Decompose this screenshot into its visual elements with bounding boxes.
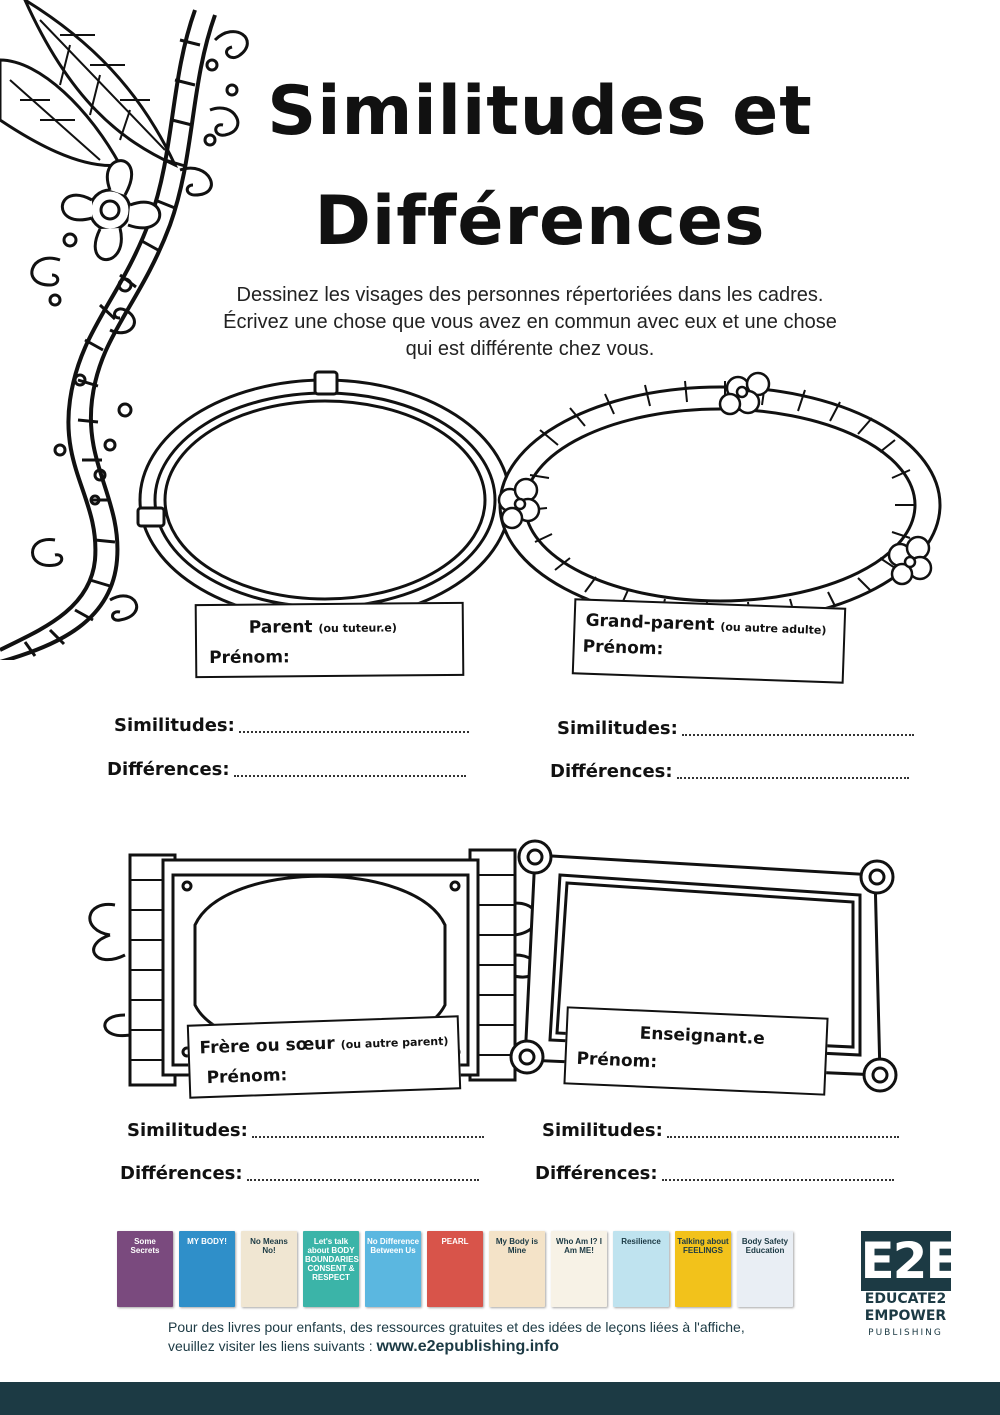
card-role (585, 611, 827, 639)
footer-line-1: Pour des livres pour enfants, des ressources gratuites et des idées de leçons liées à l'affiche, (168, 1319, 745, 1335)
field-label: Différences: (107, 759, 230, 780)
role-label: Grand-parent (585, 610, 715, 636)
field-label: Similitudes: (557, 718, 678, 739)
sibling-differences-field[interactable] (120, 1163, 479, 1184)
book-cover[interactable] (489, 1231, 545, 1307)
field-label: Similitudes: (127, 1120, 248, 1141)
book-title: MY BODY! (187, 1237, 227, 1246)
field-label: Similitudes: (542, 1120, 663, 1141)
role-note: (ou tuteur.e) (318, 621, 397, 636)
instruction-line: Écrivez une chose que vous avez en commun avec eux et une chose (223, 311, 837, 333)
sibling-similarities-field[interactable] (127, 1120, 484, 1141)
footer-line-2 (168, 1337, 745, 1356)
teacher-differences-field[interactable] (535, 1163, 894, 1184)
book-title: No Difference Between Us (367, 1237, 420, 1255)
book-cover[interactable] (179, 1231, 235, 1307)
grandparent-name-card (572, 598, 846, 683)
dotted-line (239, 730, 469, 733)
parent-differences-field[interactable] (107, 759, 466, 780)
book-title: Body Safety Education (741, 1237, 789, 1255)
role-note: (ou autre adulte) (720, 620, 827, 638)
dotted-line (252, 1135, 484, 1138)
first-name-label: Prénom: (582, 636, 664, 660)
instruction-line: qui est différente chez vous. (405, 338, 655, 360)
teacher-similarities-field[interactable] (542, 1120, 899, 1141)
instruction-line: Dessinez les visages des personnes répertoriées dans les cadres. (236, 284, 824, 306)
grandparent-differences-field[interactable] (550, 761, 909, 782)
book-cover[interactable] (613, 1231, 669, 1307)
footer-text (168, 1318, 745, 1356)
book-title: Talking about FEELINGS (677, 1237, 729, 1255)
book-cover[interactable] (427, 1231, 483, 1307)
role-note: (ou autre parent) (340, 1034, 449, 1052)
page-title-line-2: Différences (314, 182, 766, 261)
parent-name-card (195, 602, 465, 678)
role-label: Frère ou sœur (199, 1033, 336, 1059)
logo-line-2: EMPOWER (864, 1308, 947, 1324)
grandparent-portrait-frame (490, 370, 950, 630)
role-label: Parent (248, 617, 313, 638)
dotted-line (682, 733, 914, 736)
card-role (199, 1030, 448, 1059)
book-cover[interactable] (241, 1231, 297, 1307)
first-name-label: Prénom: (206, 1065, 288, 1089)
book-cover[interactable] (365, 1231, 421, 1307)
book-title: My Body is Mine (495, 1237, 539, 1255)
dotted-line (662, 1178, 894, 1181)
logo-line-3: PUBLISHING (868, 1328, 943, 1338)
educate2empower-logo (858, 1231, 958, 1338)
book-title: Some Secrets (130, 1237, 160, 1255)
instructions (150, 282, 910, 363)
book-cover[interactable] (303, 1231, 359, 1307)
card-role (249, 616, 397, 637)
footer-bar (0, 1382, 1000, 1415)
book-cover[interactable] (737, 1231, 793, 1307)
parent-portrait-frame (130, 370, 520, 630)
teacher-name-card (563, 1006, 828, 1095)
first-name-label: Prénom: (576, 1048, 658, 1073)
grandparent-similarities-field[interactable] (557, 718, 914, 739)
parent-similarities-field[interactable] (114, 715, 469, 736)
first-name-label: Prénom: (209, 647, 290, 669)
book-cover[interactable] (675, 1231, 731, 1307)
book-title: Resilience (621, 1237, 661, 1246)
sibling-name-card (187, 1015, 461, 1098)
book-title: Let's talk about BODY BOUNDARIES CONSENT & RESPECT (305, 1237, 359, 1282)
field-label: Différences: (535, 1163, 658, 1184)
website-link[interactable]: www.e2epublishing.info (376, 1338, 560, 1355)
dotted-line (677, 776, 909, 779)
field-label: Différences: (120, 1163, 243, 1184)
role-label: Enseignant.e (639, 1023, 766, 1049)
book-cover[interactable] (117, 1231, 173, 1307)
dotted-line (247, 1178, 479, 1181)
book-title: Who Am I? I Am ME! (556, 1237, 602, 1255)
book-title: No Means No! (250, 1237, 288, 1255)
footer-prefix: veuillez visiter les liens suivants : (168, 1338, 373, 1354)
page-title-line-1: Similitudes et (267, 72, 813, 151)
logo-line-1: EDUCATE2 (864, 1291, 947, 1307)
card-role (639, 1024, 765, 1049)
field-label: Différences: (550, 761, 673, 782)
book-covers-row (117, 1231, 793, 1307)
field-label: Similitudes: (114, 715, 235, 736)
dotted-line (234, 774, 466, 777)
dotted-line (667, 1135, 899, 1138)
logo-mark: E2E (860, 1232, 958, 1290)
book-title: PEARL (441, 1237, 469, 1246)
book-cover[interactable] (551, 1231, 607, 1307)
